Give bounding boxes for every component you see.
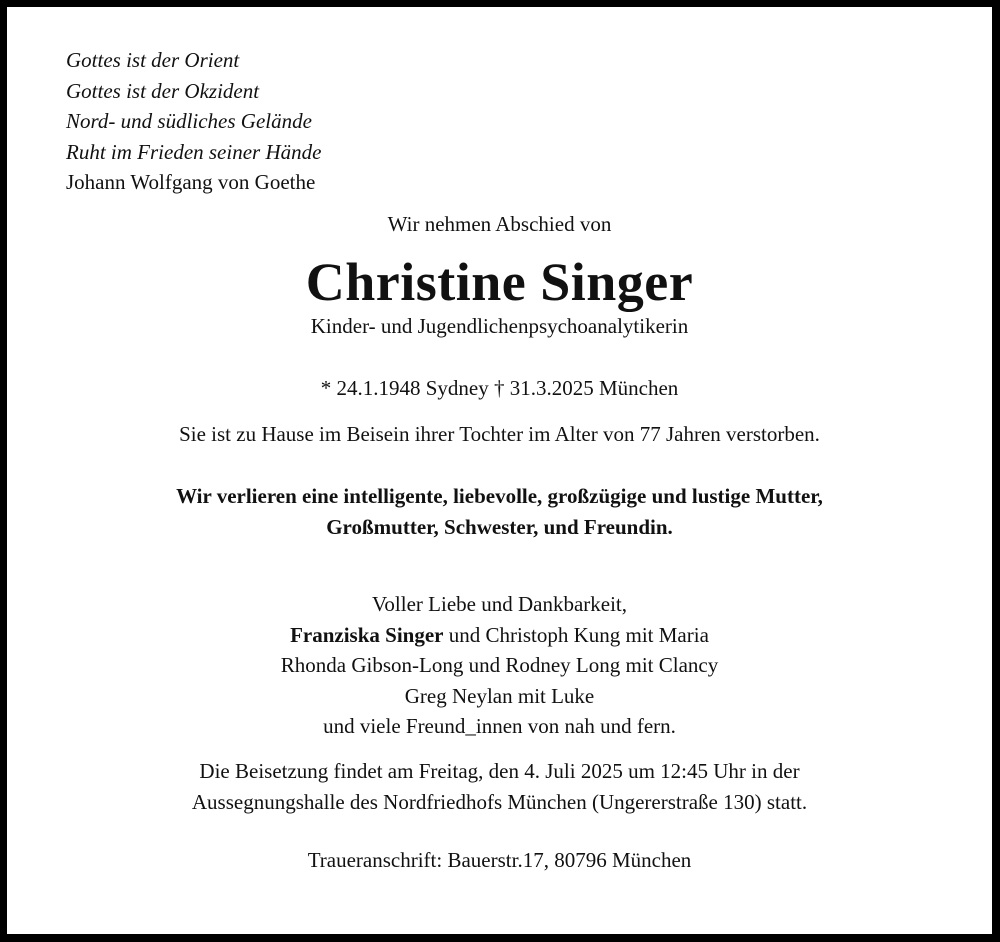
closing-phrase: Voller Liebe und Dankbarkeit, [371, 592, 628, 616]
goethe-poem [66, 45, 321, 198]
mourner-line: und viele Freund_innen von nah und fern. [323, 714, 676, 738]
funeral-line: Aussegnungshalle des Nordfriedhofs München (Ungererstraße 130) statt. [191, 790, 808, 814]
death-note: Sie ist zu Hause im Beisein ihrer Tochter im Alter von 77 Jahren verstorben. [179, 422, 820, 446]
mourner-primary-name: Franziska Singer [290, 622, 444, 647]
obituary-page [7, 7, 992, 934]
mourner-line: Greg Neylan mit Luke [404, 683, 595, 708]
funeral-line: Die Beisetzung findet am Freitag, den 4. Juli 2025 um 12:45 Uhr in der [199, 759, 800, 783]
farewell-intro: Wir nehmen Abschied von [387, 212, 612, 236]
deceased-name: Christine Singer [305, 252, 694, 312]
poem-author: Johann Wolfgang von Goethe [66, 170, 316, 194]
mourner-line [7, 620, 992, 651]
mourners-list [7, 589, 992, 742]
mourner-line: Rhonda Gibson-Long und Rodney Long mit Clancy [280, 653, 719, 677]
poem-line: Nord- und südliches Gelände [66, 109, 312, 133]
tribute-line: Großmutter, Schwester, und Freundin. [326, 515, 673, 539]
funeral-details [7, 756, 992, 818]
life-dates: * 24.1.1948 Sydney † 31.3.2025 München [320, 376, 679, 400]
tribute-line: Wir verlieren eine intelligente, liebevolle, großzügige und lustige Mutter, [176, 484, 823, 508]
tribute-text [7, 481, 992, 543]
mourner-line-rest: und Christoph Kung mit Maria [443, 622, 709, 647]
poem-line: Gottes ist der Orient [66, 48, 240, 72]
deceased-profession: Kinder- und Jugendlichenpsychoanalytikerin [310, 314, 689, 338]
mourning-address: Traueranschrift: Bauerstr.17, 80796 München [307, 848, 692, 872]
poem-line: Gottes ist der Okzident [66, 78, 260, 103]
poem-line: Ruht im Frieden seiner Hände [66, 139, 322, 164]
